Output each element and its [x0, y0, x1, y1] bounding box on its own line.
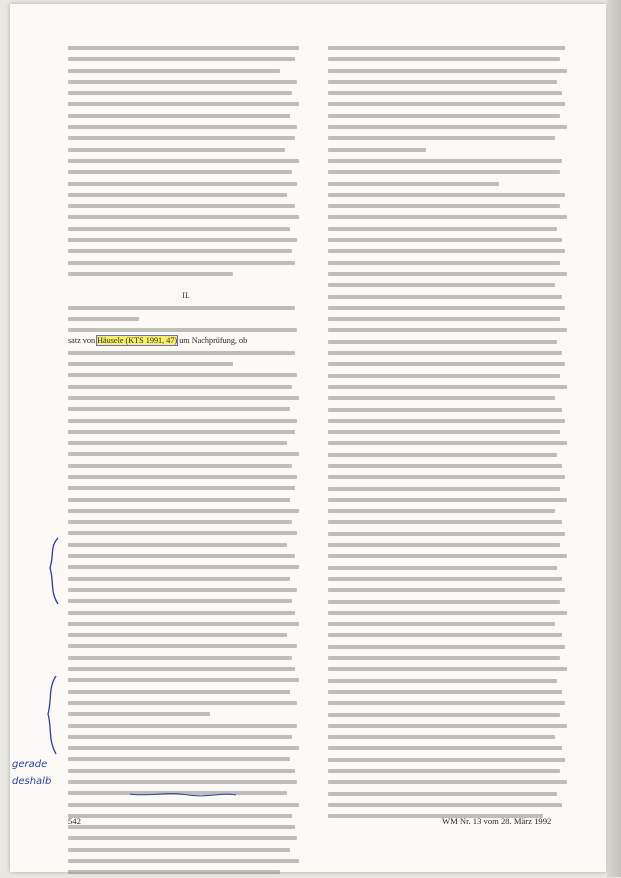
page-number: 542: [68, 816, 81, 826]
margin-note-line-2: deshalb: [12, 776, 52, 787]
left-para-3: satz von Häusele (KTS 1991, 47) um Nachprüfung, ob: [68, 324, 304, 369]
underline-mark: [128, 790, 238, 798]
margin-note-line-1: gerade: [12, 759, 48, 770]
issue-line: WM Nr. 13 vom 28. März 1992: [442, 816, 552, 826]
page-edge-shadow: [607, 0, 621, 877]
left-para-4: [68, 369, 304, 719]
margin-bracket-upper: [46, 536, 62, 606]
left-para-2: [68, 302, 304, 325]
left-para-1: [68, 42, 304, 279]
section-heading: II.: [182, 291, 190, 301]
margin-bracket-lower: [44, 674, 60, 756]
document-page: [10, 4, 606, 872]
highlighted-citation: Häusele (KTS 1991, 47): [97, 336, 178, 346]
left-column: [68, 42, 304, 878]
right-column: [328, 42, 572, 821]
left-para-5: [68, 720, 304, 878]
